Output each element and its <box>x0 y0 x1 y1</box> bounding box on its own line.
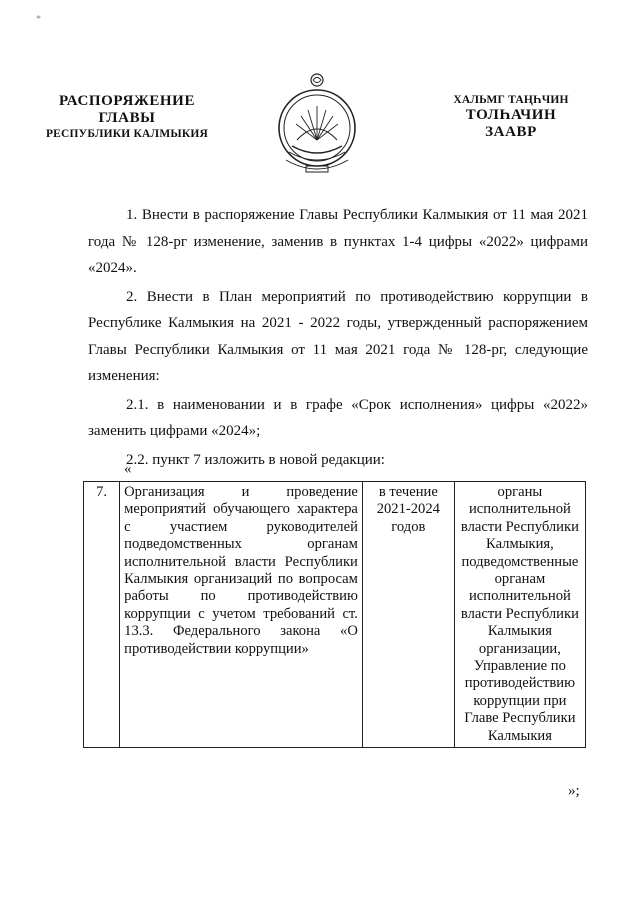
header-right-line2: ТОЛҺАЧИН <box>465 107 557 123</box>
quote-open: « <box>124 461 132 477</box>
quote-close: »; <box>568 783 580 799</box>
cell-number: 7. <box>84 482 120 748</box>
emblem-icon <box>272 70 362 178</box>
cell-executors: органы исполнительной власти Республики Калмыкия, подведомственные органам исполнительной власти Республики Калмыкия организации, Управление по противодействию коррупции при Главе Республики Калмыкия <box>454 482 585 748</box>
header-right-line1: ХАЛЬМГ ТАҢҺЧИН <box>453 94 569 106</box>
header-left <box>27 93 227 141</box>
paragraph-3: 2.1. в наименовании и в графе «Срок исполнения» цифры «2022» заменить цифрами «2024»; <box>88 396 588 439</box>
document-body <box>88 202 588 473</box>
header-left-line1: РАСПОРЯЖЕНИЕ <box>58 93 196 109</box>
paragraph-1: 1. Внести в распоряжение Главы Республики Калмыкия от 11 мая 2021 года № 128-рг изменение, заменив в пунктах 1-4 цифры «2022» цифрами «2024». <box>88 207 588 276</box>
header-left-line2: ГЛАВЫ <box>98 110 156 126</box>
cell-term: в течение 2021-2024 годов <box>362 482 454 748</box>
cell-action: Организация и проведение мероприятий обучающего характера с участием руководителей подведомственных органам исполнительной власти Республики Калмыкия организаций по вопросам работы по противодействию коррупции с учетом требований ст. 13.3. Федерального закона «О противодействии коррупции» <box>120 482 363 748</box>
header-right-line3: ЗААВР <box>485 124 537 140</box>
paragraph-2: 2. Внести в План мероприятий по противодействию коррупции в Республике Калмыкия на 2021 - 2022 годы, утвержденный распоряжением Главы Республики Калмыкия от 11 мая 2021 года № 128-рг, следующие изменения: <box>88 288 588 384</box>
paragraph-4: 2.2. пункт 7 изложить в новой редакции: <box>126 451 385 468</box>
plan-table <box>83 481 586 748</box>
header-left-line3: РЕСПУБЛИКИ КАЛМЫКИЯ <box>45 128 209 140</box>
table-row <box>84 482 586 748</box>
corner-mark: * <box>36 14 41 25</box>
header-right <box>416 93 606 141</box>
